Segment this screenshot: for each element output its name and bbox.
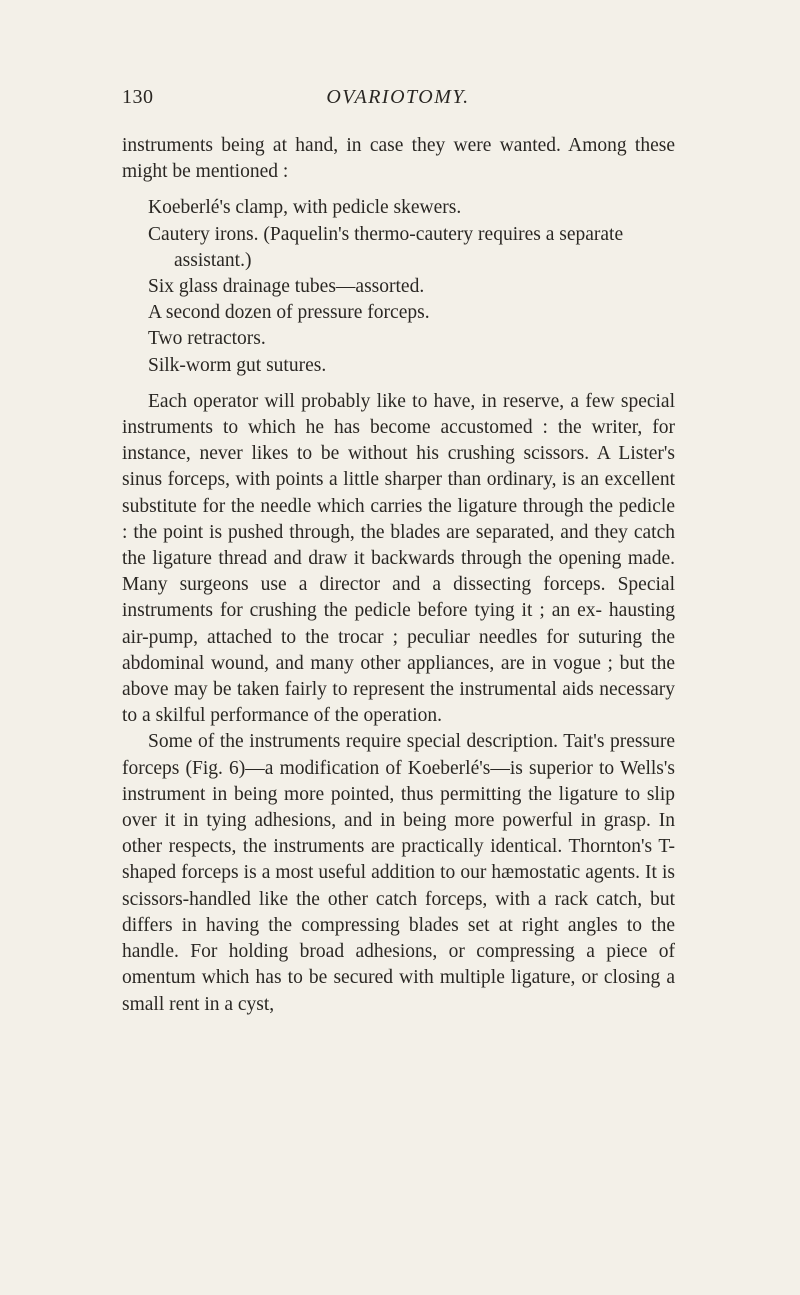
instrument-list (122, 195, 675, 378)
running-head (122, 86, 674, 116)
page-number: 130 (122, 86, 154, 108)
intro-paragraph: instruments being at hand, in case they were wanted. Among these might be mentioned : (122, 135, 675, 183)
list-item: Two retractors. (148, 328, 266, 350)
body-text (122, 133, 675, 1018)
description-paragraph: Some of the instruments require special description. Tait's pressure forceps (Fig. 6)—a modification of Koeberlé's—is superior to Wells's instrument in being more pointed, thus permitting the ligature to slip over it in tying adhesions, and in being more powerful in grasp. In other respects, the instruments are practically identical. Thornton's T-shaped forceps is a most useful addition to our hæmostatic agents. It is scissors-handled like the other catch forceps, with a rack catch, but differs in having the compressing blades set at right angles to the handle. For holding broad adhesions, or compressing a piece of omentum which has to be secured with multiple ligature, or closing a small rent in a cyst, (122, 731, 675, 1015)
list-item: A second dozen of pressure forceps. (148, 302, 430, 324)
operator-paragraph: Each operator will probably like to have, in reserve, a few special instruments to which he has become accustomed : the writer, for instance, never likes to be without his crushing scissors. A Lister's sinus forceps, with points a little sharper than ordinary, is an excellent substitute for the needle which carries the ligature through the pedicle : the point is pushed through, the blades are separated, and they catch the ligature thread and draw it backwards through the opening made. Many surgeons use a director and a dissecting forceps. Special instruments for crushing the pedicle before tying it ; an ex- hausting air-pump, attached to the trocar ; peculiar needles for suturing the abdominal wound, and many other appliances, are in vogue ; but the above may be taken fairly to represent the instrumental aids necessary to a skilful performance of the operation. (122, 390, 675, 727)
list-item: Cautery irons. (Paquelin's thermo-cautery requires a separate assistant.) (148, 223, 624, 271)
running-title: OVARIOTOMY. (326, 86, 470, 108)
list-item: Silk-worm gut sutures. (148, 354, 327, 376)
list-item: Koeberlé's clamp, with pedicle skewers. (148, 197, 462, 219)
list-item: Six glass drainage tubes—assorted. (148, 276, 425, 298)
